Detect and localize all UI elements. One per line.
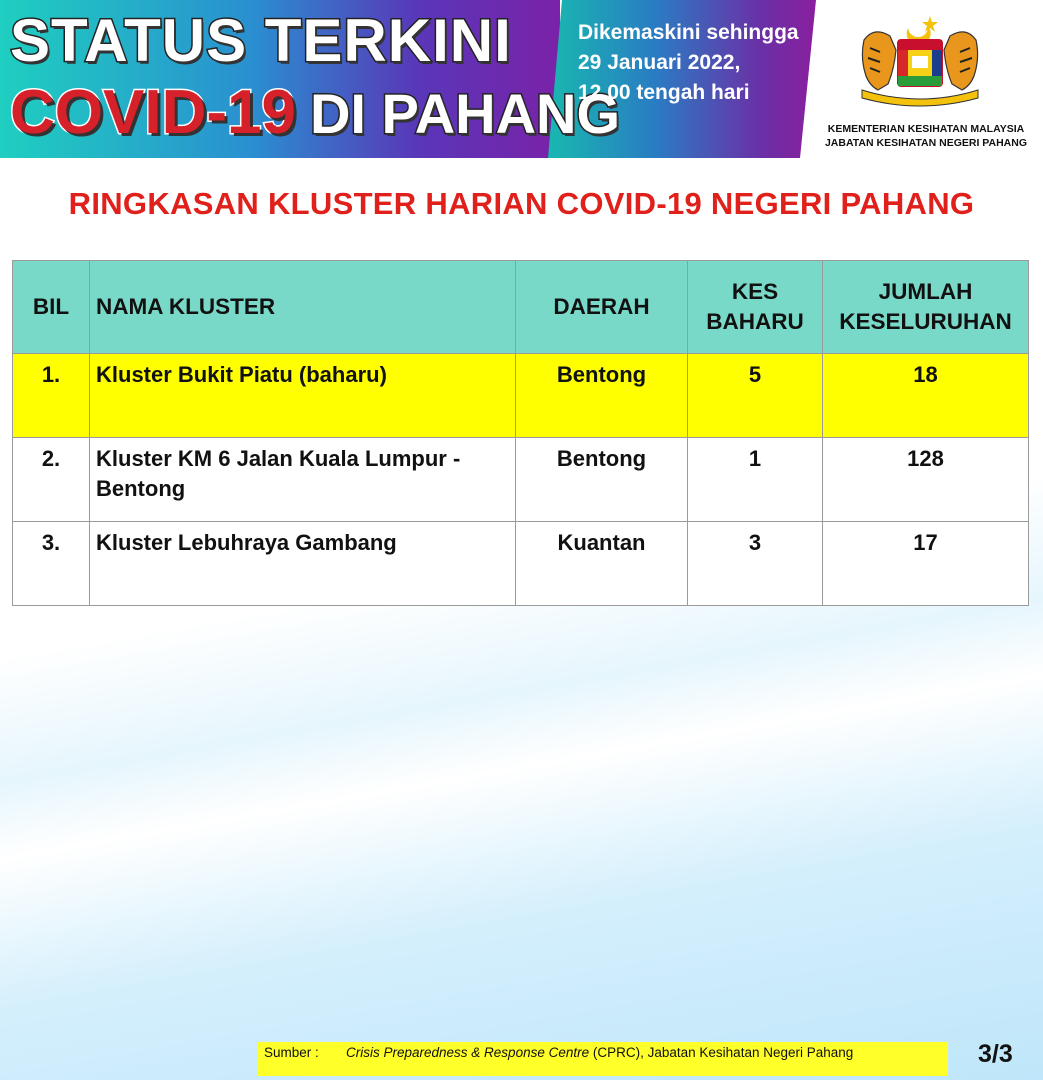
cell-daerah: Bentong — [516, 438, 688, 522]
cell-nama-kluster: Kluster KM 6 Jalan Kuala Lumpur - Bentong — [90, 438, 516, 522]
cell-kes-baharu: 3 — [688, 522, 823, 606]
banner-title-place: DI PAHANG — [309, 82, 621, 145]
cell-bil: 3. — [13, 522, 90, 606]
table-row — [13, 522, 1029, 606]
malaysia-coat-of-arms-icon — [850, 10, 990, 108]
header-jumlah-line-1: JUMLAH — [878, 279, 973, 304]
header-bil: BIL — [13, 261, 90, 354]
header-kes-baharu — [688, 261, 823, 354]
cluster-table — [12, 260, 1029, 606]
update-line-3: 12.00 tengah hari — [578, 81, 750, 104]
update-line-1: Dikemaskini sehingga — [578, 21, 799, 44]
source-label: Sumber : — [264, 1045, 319, 1060]
page-title: RINGKASAN KLUSTER HARIAN COVID-19 NEGERI PAHANG — [68, 186, 975, 221]
table-row — [13, 438, 1029, 522]
source-rest: (CPRC), Jabatan Kesihatan Negeri Pahang — [589, 1045, 854, 1060]
cell-kes-baharu: 1 — [688, 438, 823, 522]
cell-jumlah: 18 — [823, 354, 1029, 438]
table-header-row — [13, 261, 1029, 354]
update-timestamp — [578, 18, 808, 108]
banner-title-line2 — [10, 78, 620, 148]
header-banner — [0, 0, 1043, 158]
cell-kes-baharu: 5 — [688, 354, 823, 438]
table-row — [13, 354, 1029, 438]
source-note — [258, 1042, 948, 1076]
cell-nama-kluster: Kluster Bukit Piatu (baharu) — [90, 354, 516, 438]
ministry-line-1: KEMENTERIAN KESIHATAN MALAYSIA — [827, 123, 1025, 135]
ministry-name — [812, 122, 1040, 150]
header-jumlah-keseluruhan — [823, 261, 1029, 354]
cell-jumlah: 17 — [823, 522, 1029, 606]
header-daerah: DAERAH — [516, 261, 688, 354]
banner-title-covid: COVID-19 — [10, 78, 296, 147]
page-number: 3/3 — [978, 1040, 1013, 1068]
source-org: Crisis Preparedness & Response Centre — [346, 1045, 590, 1060]
cell-bil: 2. — [13, 438, 90, 522]
banner-title-line1: STATUS TERKINI — [10, 7, 512, 74]
header-kes-line-1: KES — [731, 279, 779, 304]
update-line-2: 29 Januari 2022, — [578, 51, 741, 74]
header-nama-kluster: NAMA KLUSTER — [90, 261, 516, 354]
cell-jumlah: 128 — [823, 438, 1029, 522]
cell-daerah: Kuantan — [516, 522, 688, 606]
ministry-line-2: JABATAN KESIHATAN NEGERI PAHANG — [824, 137, 1028, 149]
header-kes-line-2: BAHARU — [706, 309, 804, 334]
header-jumlah-line-2: KESELURUHAN — [839, 309, 1012, 334]
cell-bil: 1. — [13, 354, 90, 438]
cell-nama-kluster: Kluster Lebuhraya Gambang — [90, 522, 516, 606]
cell-daerah: Bentong — [516, 354, 688, 438]
